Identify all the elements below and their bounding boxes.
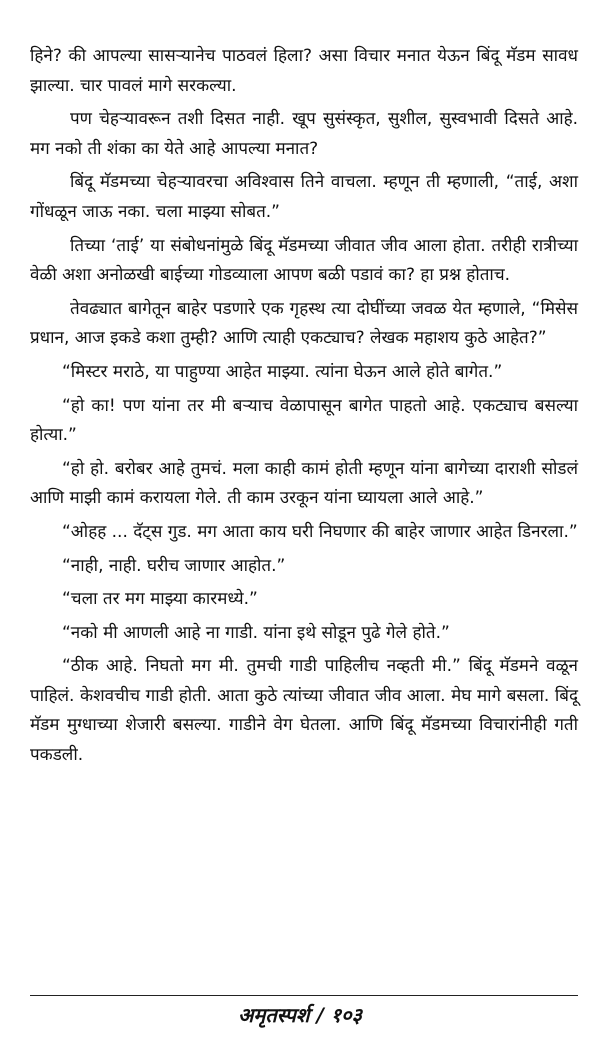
book-title: अमृतस्पर्श: [238, 1003, 310, 1027]
dialogue-paragraph: “मिस्टर मराठे, या पाहुण्या आहेत माझ्या. त्यांना घेऊन आले होते बागेत.”: [62, 361, 503, 382]
paragraph: तेवढ्यात बागेतून बाहेर पडणारे एक गृहस्थ त्या दोघींच्या जवळ येत म्हणाले, “मिसेस प्रधान, आज इकडे कशा तुम्ही? आणि त्याही एकट्याच? लेखक महाशय कुठे आहेत?”: [30, 298, 578, 349]
dialogue-paragraph: “चला तर मग माझ्या कारमध्ये.”: [62, 589, 258, 610]
body-text: [30, 42, 578, 775]
dialogue-paragraph: “हो हो. बरोबर आहे तुमचं. मला काही कामं होती म्हणून यांना बागेच्या दाराशी सोडलं आणि माझी कामं करायला गेले. ती काम उरकून यांना घ्यायला आले आहे.”: [30, 458, 578, 509]
paragraph-continued: हिने? की आपल्या सासऱ्यानेच पाठवलं हिला? असा विचार मनात येऊन बिंदू मॅडम सावध झाल्या. चार पावलं मागे सरकल्या.: [30, 46, 578, 96]
footer-rule: [30, 995, 578, 996]
dialogue-paragraph: “ठीक आहे. निघतो मग मी. तुमची गाडी पाहिलीच नव्हती मी.” बिंदू मॅडमने वळून पाहिलं. केशवचीच गाडी होती. आता कुठे त्यांच्या जीवात जीव आला. मेघ मागे बसला. बिंदू मॅडम मुग्धाच्या शेजारी बसल्या. गाडीने वेग घेतला. आणि बिंदू मॅडमच्या विचारांनीही गती पकडली.: [30, 656, 578, 766]
dialogue-paragraph: “हो का! पण यांना तर मी बऱ्याच वेळापासून बागेत पाहतो आहे. एकट्याच बसल्या होत्या.”: [30, 395, 578, 446]
footer-separator: /: [309, 1003, 331, 1027]
dialogue-paragraph: “नको मी आणली आहे ना गाडी. यांना इथे सोडून पुढे गेले होते.”: [62, 622, 450, 643]
page-number: १०३: [330, 1003, 362, 1027]
page-footer: [0, 1001, 600, 1028]
paragraph: पण चेहऱ्यावरून तशी दिसत नाही. खूप सुसंस्कृत, सुशील, सुस्वभावी दिसते आहे. मग नको ती शंका का येते आहे आपल्या मनात?: [30, 109, 578, 159]
dialogue-paragraph: “ओहह ... दॅट्स गुड. मग आता काय घरी निघणार की बाहेर जाणार आहेत डिनरला.”: [62, 521, 578, 542]
paragraph: तिच्या ‘ताई’ या संबोधनांमुळे बिंदू मॅडमच्या जीवात जीव आला होता. तरीही रात्रीच्या वेळी अशा अनोळखी बाईच्या गोडव्याला आपण बळी पडावं का? हा प्रश्न होताच.: [30, 235, 578, 286]
paragraph: बिंदू मॅडमच्या चेहऱ्यावरचा अविश्वास तिने वाचला. म्हणून ती म्हणाली, “ताई, अशा गोंधळून जाऊ नका. चला माझ्या सोबत.”: [30, 172, 578, 222]
dialogue-paragraph: “नाही, नाही. घरीच जाणार आहोत.”: [62, 555, 286, 576]
